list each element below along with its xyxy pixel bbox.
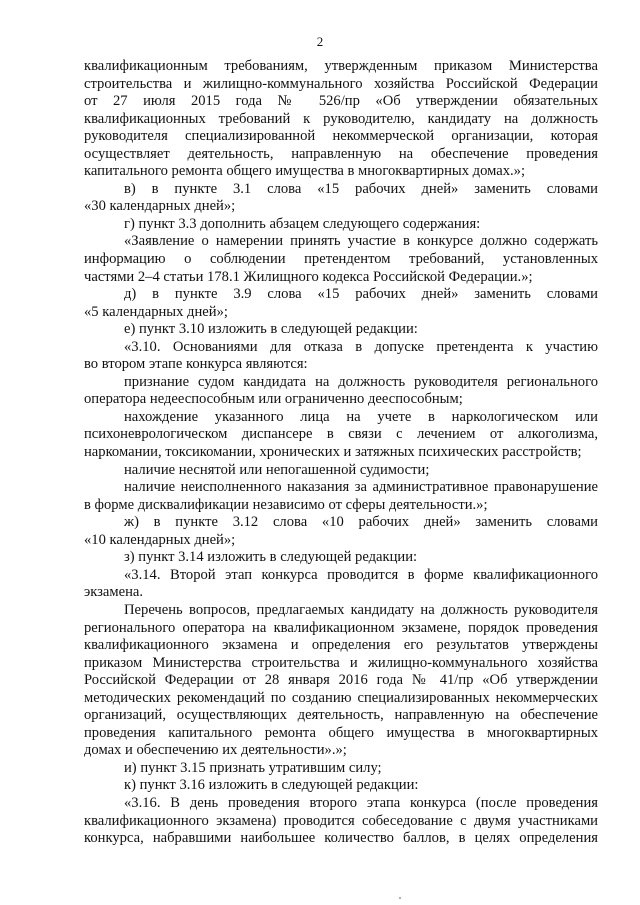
text-line: «Заявление о намерении принять участие в конкурсе должно содержать [124, 233, 598, 250]
text-line: частями 2–4 статьи 178.1 Жилищного кодекса Российской Федерации.»; [84, 268, 533, 285]
scan-speck [399, 897, 401, 899]
text-line: наркомании, токсикомании, хронических и затяжных психических расстройств; [84, 444, 582, 461]
text-line: «3.16. В день проведения второго этапа конкурса (после проведения [124, 794, 598, 811]
text-line: нахождение указанного лица на учете в наркологическом или [124, 408, 598, 425]
text-line: оператора недееспособным или ограниченно дееспособным; [84, 391, 463, 408]
text-line: «10 календарных дней»; [84, 531, 236, 548]
text-line: проведения капитального ремонта общего имущества в многоквартирных [84, 724, 598, 741]
text-line: е) пункт 3.10 изложить в следующей редакции: [124, 321, 418, 338]
text-line: наличие неисполненного наказания за административное правонарушение [124, 479, 598, 496]
text-line: квалификационным требованиям, утвержденным приказом Министерства [84, 58, 598, 74]
text-line: наличие неснятой или непогашенной судимости; [124, 461, 430, 478]
text-line: капитального ремонта общего имущества в многоквартирных домах.»; [84, 163, 526, 180]
text-line: квалификационных требований к руководителю, кандидату на должность [84, 110, 598, 127]
text-line: д) в пункте 3.9 слова «15 рабочих дней» заменить словами [124, 286, 598, 303]
text-line: Российской Федерации от 28 января 2016 года № 41/пр «Об утверждении [84, 672, 598, 689]
text-line: конкурса, набравшими наибольшее количество баллов, в целях определения [84, 830, 598, 847]
text-line: Перечень вопросов, предлагаемых кандидату на должность руководителя [124, 601, 598, 618]
page-number: 2 [316, 34, 324, 49]
text-line: во втором этапе конкурса являются: [84, 356, 308, 373]
text-line: г) пункт 3.3 дополнить абзацем следующего содержания: [124, 215, 481, 232]
text-line: методических рекомендаций по созданию специализированных некоммерческих [84, 689, 598, 706]
text-line: признание судом кандидата на должность руководителя регионального [124, 373, 598, 390]
text-line: квалификационного экзамена и определения его результатов утверждены [84, 637, 598, 654]
text-line: «3.14. Второй этап конкурса проводится в форме квалификационного [124, 566, 598, 583]
text-line: «3.10. Основаниями для отказа в допуске претендента к участию [124, 338, 598, 355]
text-line: «5 календарных дней»; [84, 303, 228, 320]
text-line: «30 календарных дней»; [84, 198, 236, 215]
text-line: квалификационного экзамена) проводится собеседование с двумя участниками [84, 812, 598, 829]
text-line: информацию о соблюдении претендентом требований, установленных [84, 251, 598, 268]
text-line: ж) в пункте 3.12 слова «10 рабочих дней» заменить словами [124, 514, 598, 531]
text-line: экзамена. [84, 584, 144, 601]
text-line: к) пункт 3.16 изложить в следующей редакции: [124, 777, 419, 794]
text-line: строительства и жилищно-коммунального хозяйства Российской Федерации [84, 75, 598, 92]
text-line: организаций, осуществляющих деятельность, направленную на обеспечение [84, 707, 598, 724]
text-line: осуществляет деятельность, направленную на обеспечение проведения [84, 145, 598, 162]
text-line: в форме дисквалификации независимо от сферы деятельности.»; [84, 496, 488, 513]
text-line: регионального оператора на квалификационном экзамене, порядок проведения [84, 619, 598, 636]
text-line: домах и обеспечению их деятельности».»; [84, 742, 347, 759]
text-line: в) в пункте 3.1 слова «15 рабочих дней» заменить словами [124, 180, 598, 197]
text-line: приказом Министерства строительства и жилищно-коммунального хозяйства [84, 654, 598, 671]
text-line: от 27 июля 2015 года № 526/пр «Об утверждении обязательных [84, 93, 598, 110]
document-body [84, 58, 598, 848]
text-line: и) пункт 3.15 признать утратившим силу; [124, 759, 382, 776]
text-line: з) пункт 3.14 изложить в следующей редакции: [124, 549, 418, 566]
text-line: руководителя специализированной некоммерческой организации, которая [84, 128, 598, 145]
text-line: психоневрологическом диспансере в связи с лечением от алкоголизма, [84, 426, 598, 443]
